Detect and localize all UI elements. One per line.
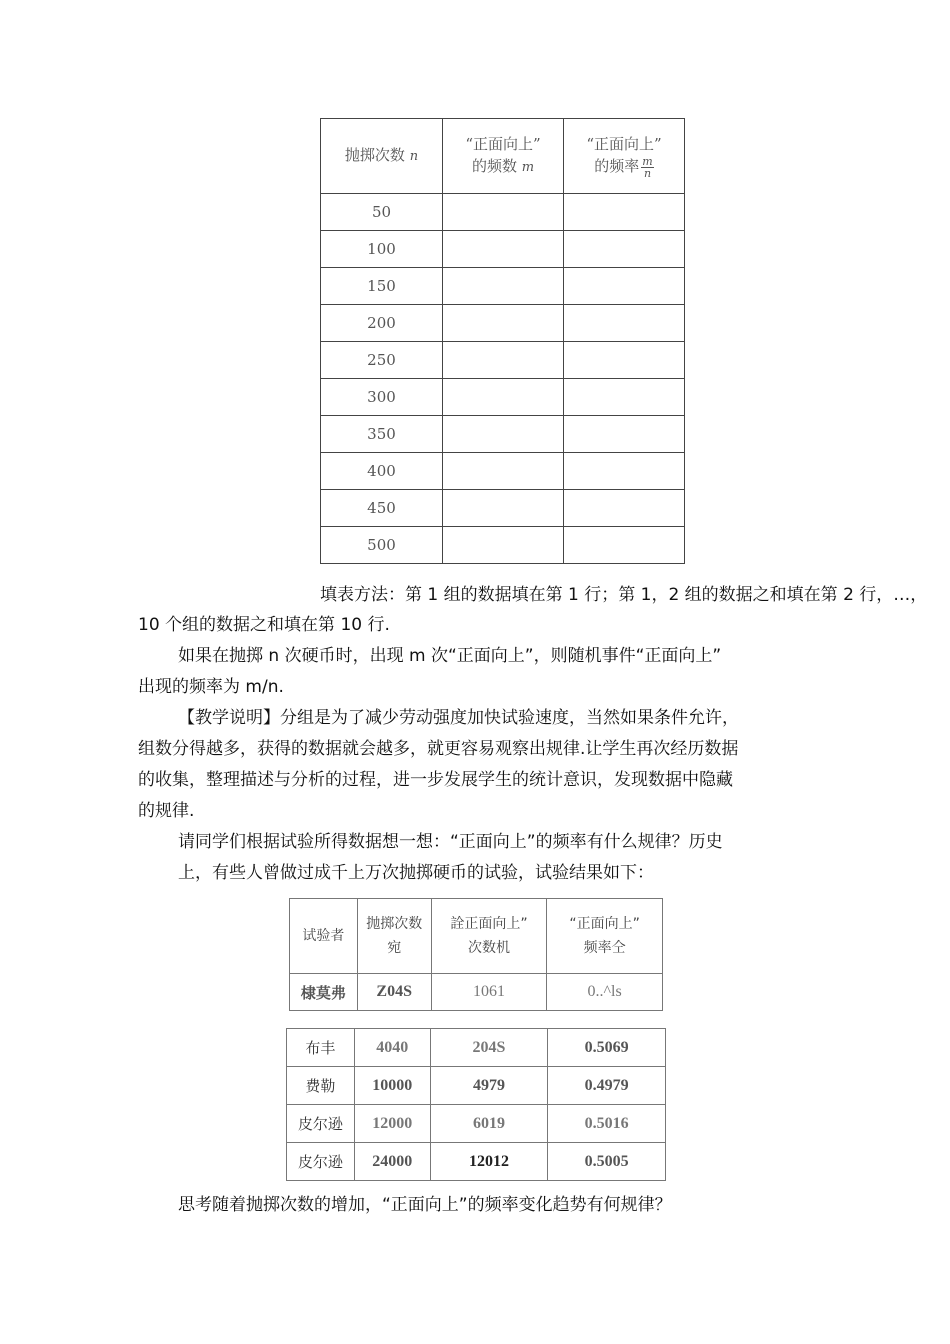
header-heads-frequency-line1: “正面向上” (569, 916, 640, 932)
table-row (321, 527, 685, 564)
experimenter-name: 布丰 (287, 1029, 355, 1067)
toss-count-cell: 450 (321, 490, 443, 527)
header-heads-frequency (564, 119, 685, 194)
table-row (287, 1105, 666, 1143)
heads-frequency-value: 0.5069 (548, 1029, 666, 1067)
header-heads-count (443, 119, 564, 194)
toss-count-cell: 250 (321, 342, 443, 379)
history-experiment-table-bottom (286, 1028, 666, 1181)
question-line1: 请同学们根据试验所得数据想一想：“正面向上”的频率有什么规律？历史 (178, 832, 723, 852)
empty-cell (564, 268, 685, 305)
empty-cell (443, 490, 564, 527)
header-toss-count-line1: 抛掷次数 (366, 916, 423, 932)
teaching-note-line2: 组数分得越多，获得的数据就会越多，就更容易观察出规律.让学生再次经历数据 (138, 739, 739, 759)
empty-cell (443, 268, 564, 305)
history-experiment-table-top (289, 898, 663, 1011)
table-row (287, 1067, 666, 1105)
table-row (287, 1029, 666, 1067)
fill-method-line2: 10 个组的数据之和填在第 10 行. (138, 615, 390, 635)
header-toss-count-label: 抛掷次数 (344, 146, 405, 164)
toss-count-cell: 50 (321, 194, 443, 231)
toss-count-cell: 300 (321, 379, 443, 416)
empty-cell (564, 453, 685, 490)
heads-count-value: 6019 (430, 1105, 548, 1143)
header-heads-count-line2: 次数机 (467, 940, 510, 956)
table-row (287, 1143, 666, 1181)
heads-frequency-value: 0.4979 (548, 1067, 666, 1105)
empty-cell (564, 305, 685, 342)
header-heads-frequency-line2: 的频率 (594, 157, 640, 176)
fill-method-line1: 填表方法：第 1 组的数据填在第 1 行；第 1，2 组的数据之和填在第 2 行，…， (320, 585, 928, 605)
toss-count-value: 12000 (354, 1105, 430, 1143)
toss-count-value: Z04S (357, 974, 431, 1011)
fraction-numerator: m (642, 154, 653, 168)
empty-cell (564, 490, 685, 527)
frequency-definition-line2: 出现的频率为 m/n. (138, 677, 284, 697)
empty-cell (443, 416, 564, 453)
table-row (321, 453, 685, 490)
teaching-note-line3: 的收集，整理描述与分析的过程，进一步发展学生的统计意识，发现数据中隐藏 (138, 770, 733, 790)
heads-count-value: 4979 (430, 1067, 548, 1105)
header-heads-frequency-line2: 频率仝 (583, 940, 626, 956)
heads-count-value: 1061 (431, 974, 547, 1011)
experimenter-name: 费勒 (287, 1067, 355, 1105)
heads-frequency-value: 0.5016 (548, 1105, 666, 1143)
table-row (321, 231, 685, 268)
toss-count-value: 10000 (354, 1067, 430, 1105)
header-heads-frequency-line1: “正面向上” (586, 135, 662, 154)
empty-cell (443, 305, 564, 342)
header-heads-count-line1: 詮正面向上” (450, 916, 528, 932)
experimenter-name: 棣莫弗 (290, 974, 358, 1011)
reflection-question: 思考随着抛掷次数的增加，“正面向上”的频率变化趋势有何规律？ (178, 1195, 672, 1215)
header-toss-count (321, 119, 443, 194)
experimenter-name: 皮尔逊 (287, 1143, 355, 1181)
heads-count-value: 12012 (430, 1143, 548, 1181)
fraction-m-over-n (641, 156, 653, 179)
header-heads-count (431, 899, 547, 974)
header-toss-count-line2: 宛 (387, 940, 402, 956)
heads-frequency-value: 0.5005 (548, 1143, 666, 1181)
coin-toss-record-table (320, 118, 685, 564)
empty-cell (443, 527, 564, 564)
toss-count-value: 24000 (354, 1143, 430, 1181)
table-row (321, 194, 685, 231)
empty-cell (443, 231, 564, 268)
toss-count-cell: 200 (321, 305, 443, 342)
experimenter-name: 皮尔逊 (287, 1105, 355, 1143)
table-row (321, 305, 685, 342)
table-header-row (321, 119, 685, 194)
table-header-row (290, 899, 663, 974)
header-heads-frequency (547, 899, 663, 974)
header-experimenter (290, 899, 358, 974)
fraction-denominator: n (643, 166, 652, 180)
header-var-m: m (521, 160, 535, 175)
toss-count-cell: 100 (321, 231, 443, 268)
question-line2: 上，有些人曾做过成千上万次抛掷硬币的试验，试验结果如下： (178, 863, 654, 883)
empty-cell (443, 453, 564, 490)
toss-count-cell: 500 (321, 527, 443, 564)
empty-cell (443, 194, 564, 231)
toss-count-value: 4040 (354, 1029, 430, 1067)
header-var-n: n (409, 149, 419, 164)
header-heads-count-line2: 的频数 (471, 157, 517, 175)
table-row (321, 268, 685, 305)
heads-count-value: 204S (430, 1029, 548, 1067)
toss-count-cell: 350 (321, 416, 443, 453)
empty-cell (443, 379, 564, 416)
empty-cell (564, 379, 685, 416)
table-row (290, 974, 663, 1011)
table-row (321, 416, 685, 453)
empty-cell (564, 527, 685, 564)
table-row (321, 342, 685, 379)
empty-cell (564, 231, 685, 268)
frequency-definition-line1: 如果在抛掷 n 次硬币时，出现 m 次“正面向上”，则随机事件“正面向上” (178, 646, 722, 666)
toss-count-cell: 150 (321, 268, 443, 305)
toss-count-cell: 400 (321, 453, 443, 490)
teaching-note-line1: 【教学说明】分组是为了减少劳动强度加快试验速度，当然如果条件允许， (178, 708, 739, 728)
table-row (321, 490, 685, 527)
empty-cell (564, 194, 685, 231)
header-experimenter-label: 试验者 (302, 928, 345, 944)
heads-frequency-value: 0..^ls (547, 974, 663, 1011)
teaching-note-line4: 的规律. (138, 801, 195, 821)
table-row (321, 379, 685, 416)
empty-cell (564, 342, 685, 379)
empty-cell (443, 342, 564, 379)
header-heads-count-line1: “正面向上” (465, 135, 541, 153)
header-toss-count (357, 899, 431, 974)
empty-cell (564, 416, 685, 453)
